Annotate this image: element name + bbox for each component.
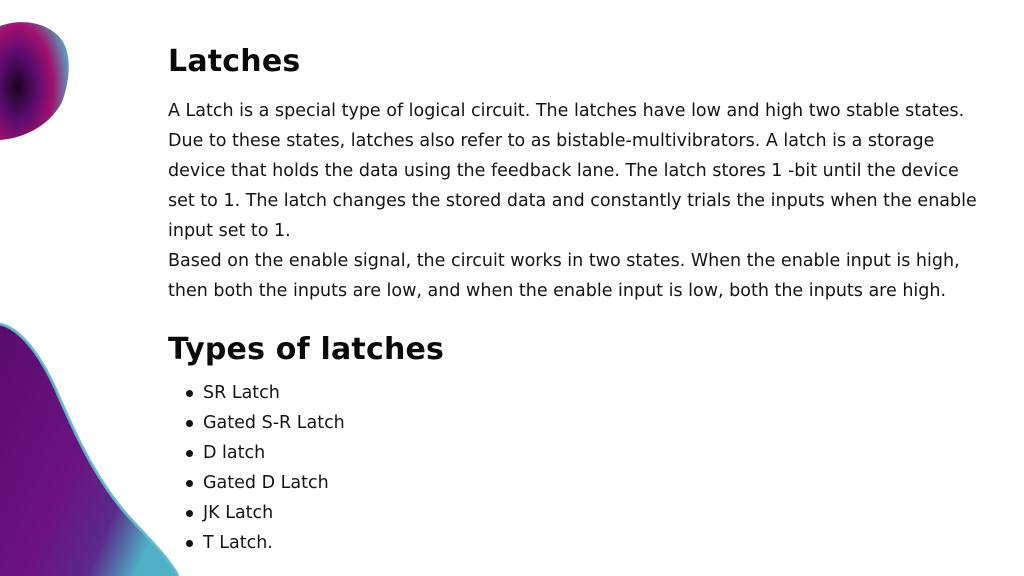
latch-types-list [168,378,988,558]
decorative-blob-top [0,18,70,142]
bullet-icon [186,420,193,427]
heading-types-of-latches: Types of latches [168,332,445,367]
list-item [203,438,988,468]
heading-latches: Latches [168,44,301,79]
list-item [203,408,988,438]
paragraph-enable-signal: Based on the enable signal, the circuit works in two states. When the enable input is high, then both the inputs are low, and when the enable input is low, both the inputs are high. [168,251,960,301]
list-item-label: Gated D Latch [203,473,329,493]
list-item-label: Gated S-R Latch [203,413,345,433]
list-item-label: T Latch. [203,533,273,553]
bullet-icon [186,510,193,517]
decorative-blob-bottom [0,320,180,576]
bullet-icon [186,540,193,547]
paragraph-latch-description [168,96,988,306]
content-area [168,40,988,558]
list-item [203,498,988,528]
paragraph-latch-definition: A Latch is a special type of logical circuit. The latches have low and high two stable states. Due to these states, latches also refer to as bistable-multivibrators. A latch is a storage device that holds the data using the feedback lane. The latch stores 1 -bit until the device set to 1. The latch changes the stored data and constantly trials the inputs when the enable input set to 1. [168,101,977,241]
list-item [203,378,988,408]
bullet-icon [186,480,193,487]
bullet-icon [186,450,193,457]
list-item [203,528,988,558]
list-item-label: JK Latch [203,503,274,523]
list-item-label: SR Latch [203,383,280,403]
list-item [203,468,988,498]
list-item-label: D latch [203,443,266,463]
bullet-icon [186,390,193,397]
